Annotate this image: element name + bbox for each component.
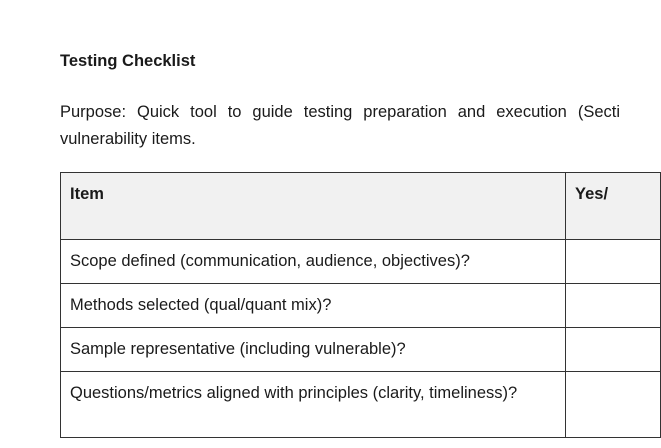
table-header-row [61,173,661,240]
table-row [61,240,661,284]
table-row [61,284,661,328]
table-row [61,328,661,372]
document-title: Testing Checklist [60,52,196,70]
yes-cell[interactable] [566,372,661,438]
purpose-line-2: vulnerability items. [60,130,196,148]
yes-cell[interactable] [566,240,661,284]
yes-cell[interactable] [566,284,661,328]
yes-cell[interactable] [566,328,661,372]
item-cell: Methods selected (qual/quant mix)? [61,284,566,328]
item-cell: Sample representative (including vulnerable)? [61,328,566,372]
purpose-line-1: Purpose: Quick tool to guide testing preparation and execution (Secti [60,103,620,121]
table-row [61,372,661,438]
column-header-item: Item [61,173,566,240]
item-cell: Scope defined (communication, audience, objectives)? [61,240,566,284]
item-cell: Questions/metrics aligned with principles (clarity, timeliness)? [61,372,566,438]
purpose-paragraph [60,99,620,153]
checklist-table [60,172,661,438]
column-header-yes: Yes/ [566,173,661,240]
